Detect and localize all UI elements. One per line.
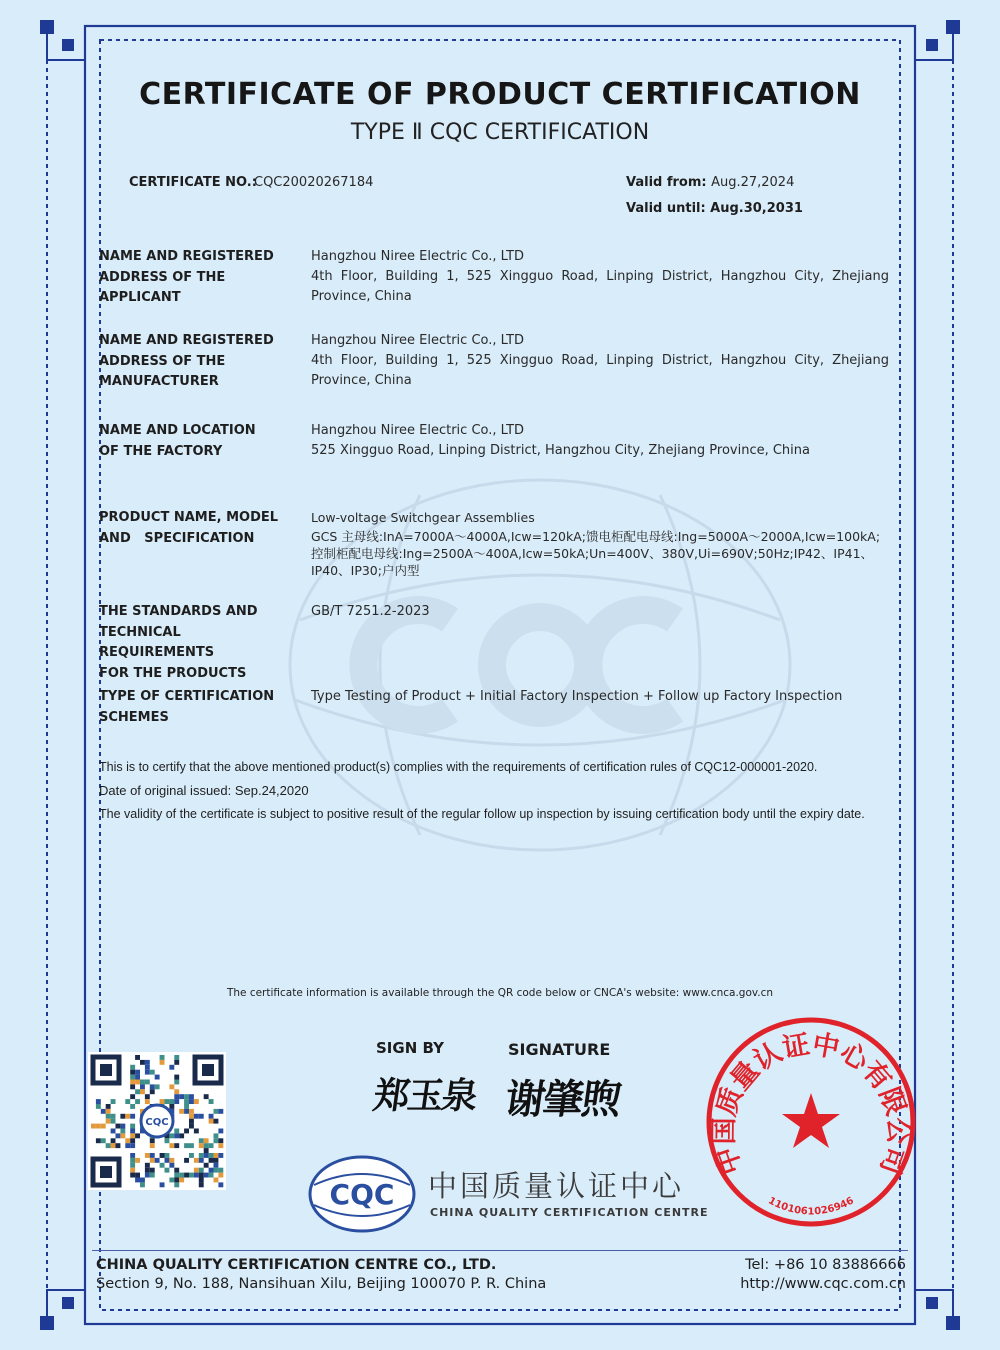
- applicant-label-line-1: NAME AND REGISTERED: [99, 249, 274, 264]
- qr-module: [204, 1173, 209, 1178]
- qr-module: [189, 1119, 194, 1124]
- qr-module: [209, 1168, 214, 1173]
- qr-module: [96, 1124, 101, 1129]
- qr-module: [174, 1055, 179, 1060]
- qr-module: [214, 1153, 219, 1158]
- qr-module: [111, 1143, 116, 1148]
- qr-module: [130, 1104, 135, 1109]
- qr-module: [120, 1124, 125, 1129]
- scheme-label-line-1: TYPE OF CERTIFICATION: [99, 689, 275, 704]
- qr-module: [169, 1143, 174, 1148]
- certificate-no-value: CQC20020267184: [254, 175, 374, 190]
- standards-label-line-3: FOR THE PRODUCTS: [99, 665, 247, 681]
- valid-until: [626, 199, 803, 220]
- qr-module: [160, 1099, 165, 1104]
- qr-module: [145, 1060, 150, 1065]
- seal-text: 中国质量认证中心有限公司: [708, 1029, 914, 1179]
- applicant-label: [99, 247, 299, 309]
- qr-module: [101, 1138, 106, 1143]
- qr-module: [135, 1158, 140, 1163]
- qr-module: [209, 1143, 214, 1148]
- qr-module: [184, 1143, 189, 1148]
- qr-module: [125, 1138, 130, 1143]
- qr-module: [189, 1173, 194, 1178]
- scheme-label-line-2: SCHEMES: [99, 709, 169, 725]
- qr-module: [174, 1173, 179, 1178]
- certify-statement: This is to certify that the above mentioned product(s) complies with the requirements of certification rules of CQC12-000001-2020.: [99, 760, 818, 774]
- qr-module: [116, 1124, 121, 1129]
- qr-module: [135, 1055, 140, 1060]
- qr-module: [194, 1168, 199, 1173]
- qr-module: [179, 1133, 184, 1138]
- qr-module: [204, 1163, 209, 1168]
- footer-address: Section 9, No. 188, Nansihuan Xilu, Beijing 100070 P. R. China: [96, 1276, 547, 1292]
- qr-module: [199, 1138, 204, 1143]
- qr-module: [160, 1055, 165, 1060]
- qr-module: [169, 1163, 174, 1168]
- qr-module: [189, 1124, 194, 1129]
- qr-module: [140, 1084, 145, 1089]
- qr-module: [125, 1114, 130, 1119]
- qr-module: [135, 1099, 140, 1104]
- qr-module: [218, 1109, 223, 1114]
- qr-module: [130, 1153, 135, 1158]
- qr-module: [189, 1153, 194, 1158]
- qr-module: [106, 1109, 111, 1114]
- qr-module: [165, 1138, 170, 1143]
- qr-module: [184, 1129, 189, 1134]
- qr-module: [218, 1182, 223, 1187]
- qr-module: [214, 1178, 219, 1183]
- qr-module: [130, 1143, 135, 1148]
- qr-module: [145, 1173, 150, 1178]
- standards-value: GB/T 7251.2-2023: [311, 604, 430, 619]
- footer-website[interactable]: http://www.cqc.com.cn: [740, 1276, 906, 1292]
- qr-module: [130, 1129, 135, 1134]
- seal-star-icon: [782, 1093, 840, 1148]
- qr-module: [218, 1168, 223, 1173]
- applicant-address: 4th Floor, Building 1, 525 Xingguo Road, Linping District, Hangzhou City, Zhejiang Province, China: [311, 269, 889, 304]
- manufacturer-label-line-3: MANUFACTURER: [99, 374, 219, 389]
- qr-module: [174, 1089, 179, 1094]
- qr-module: [165, 1099, 170, 1104]
- qr-module: [189, 1099, 194, 1104]
- qr-module: [145, 1099, 150, 1104]
- qr-module: [199, 1114, 204, 1119]
- qr-module: [91, 1124, 96, 1129]
- cqc-logo-icon: [308, 1155, 416, 1233]
- qr-module: [145, 1094, 150, 1099]
- qr-module: [130, 1168, 135, 1173]
- qr-module: [214, 1168, 219, 1173]
- qr-module: [145, 1168, 150, 1173]
- qr-module: [111, 1138, 116, 1143]
- standards-label: [99, 602, 299, 684]
- qr-module: [218, 1129, 223, 1134]
- product-label: [99, 508, 299, 549]
- qr-module: [135, 1089, 140, 1094]
- qr-module: [214, 1109, 219, 1114]
- qr-module: [174, 1168, 179, 1173]
- qr-module: [214, 1138, 219, 1143]
- qr-module: [150, 1153, 155, 1158]
- validity-statement: The validity of the certificate is subject to positive result of the regular follow up inspection by issuing certification body until the expiry date.: [99, 807, 865, 821]
- sign-by-label: SIGN BY: [376, 1039, 444, 1057]
- qr-module: [130, 1138, 135, 1143]
- logo-name-en: CHINA QUALITY CERTIFICATION CENTRE: [430, 1206, 709, 1219]
- qr-module: [106, 1119, 111, 1124]
- scheme-value: Type Testing of Product + Initial Factory Inspection + Follow up Factory Inspection: [311, 689, 843, 704]
- qr-module: [120, 1133, 125, 1138]
- qr-module: [135, 1133, 140, 1138]
- qr-module: [189, 1114, 194, 1119]
- factory-label-line-1: NAME AND LOCATION: [99, 423, 256, 438]
- qr-module: [199, 1173, 204, 1178]
- qr-module: [179, 1178, 184, 1183]
- factory-address: 525 Xingguo Road, Linping District, Hangzhou City, Zhejiang Province, China: [311, 443, 810, 458]
- qr-module: [174, 1080, 179, 1085]
- qr-module: [179, 1094, 184, 1099]
- qr-module: [145, 1153, 150, 1158]
- manufacturer-name: Hangzhou Niree Electric Co., LTD: [311, 333, 525, 348]
- qr-module: [130, 1163, 135, 1168]
- qr-module: [96, 1104, 101, 1109]
- qr-module: [209, 1158, 214, 1163]
- qr-module: [169, 1065, 174, 1070]
- qr-module: [199, 1168, 204, 1173]
- qr-module: [174, 1075, 179, 1080]
- qr-module: [160, 1182, 165, 1187]
- svg-text:1101061026946: [766, 1195, 856, 1217]
- qr-module: [209, 1099, 214, 1104]
- applicant-name: Hangzhou Niree Electric Co., LTD: [311, 249, 525, 264]
- qr-module: [130, 1084, 135, 1089]
- manufacturer-label-line-1: NAME AND REGISTERED: [99, 333, 274, 348]
- qr-module: [111, 1119, 116, 1124]
- qr-module: [209, 1114, 214, 1119]
- qr-module: [96, 1138, 101, 1143]
- valid-from-label: Valid from:: [626, 175, 707, 190]
- manufacturer-label-line-2: ADDRESS OF THE: [99, 353, 226, 369]
- qr-module: [150, 1084, 155, 1089]
- qr-module: [204, 1143, 209, 1148]
- qr-module: [189, 1143, 194, 1148]
- qr-module: [101, 1124, 106, 1129]
- qr-module: [130, 1075, 135, 1080]
- qr-module: [169, 1158, 174, 1163]
- qr-module: [145, 1163, 150, 1168]
- qr-module: [214, 1163, 219, 1168]
- product-label-line-2: AND SPECIFICATION: [99, 530, 255, 546]
- qr-module: [214, 1133, 219, 1138]
- qr-module: [140, 1182, 145, 1187]
- qr-module: [199, 1158, 204, 1163]
- qr-module: [130, 1080, 135, 1085]
- valid-until-value: Aug.30,2031: [710, 201, 803, 216]
- qr-module: [150, 1070, 155, 1075]
- qr-module: [130, 1173, 135, 1178]
- qr-module: [155, 1158, 160, 1163]
- qr-module: [194, 1158, 199, 1163]
- applicant-value: [311, 247, 889, 307]
- qr-module: [174, 1133, 179, 1138]
- qr-module: [189, 1094, 194, 1099]
- qr-module: [130, 1158, 135, 1163]
- qr-module: [160, 1163, 165, 1168]
- sign-by-handwriting: 郑玉泉: [370, 1075, 479, 1117]
- factory-value: [311, 421, 889, 461]
- factory-label-line-2: OF THE FACTORY: [99, 443, 223, 459]
- signature-label: SIGNATURE: [508, 1040, 611, 1059]
- qr-module: [209, 1173, 214, 1178]
- qr-module: [169, 1084, 174, 1089]
- manufacturer-address: 4th Floor, Building 1, 525 Xingguo Road, Linping District, Hangzhou City, Zhejiang Province, China: [311, 353, 889, 388]
- qr-module: [209, 1119, 214, 1124]
- footer-company: CHINA QUALITY CERTIFICATION CENTRE CO., LTD.: [96, 1257, 497, 1273]
- qr-module: [214, 1158, 219, 1163]
- standards-label-line-1: THE STANDARDS AND: [99, 604, 258, 619]
- qr-module: [125, 1099, 130, 1104]
- qr-module: [189, 1109, 194, 1114]
- qr-module: [194, 1099, 199, 1104]
- qr-module: [130, 1070, 135, 1075]
- qr-module: [218, 1143, 223, 1148]
- qr-module: [169, 1133, 174, 1138]
- qr-module: [130, 1114, 135, 1119]
- qr-module: [204, 1094, 209, 1099]
- qr-module: [106, 1143, 111, 1148]
- qr-module: [184, 1173, 189, 1178]
- qr-module: [111, 1129, 116, 1134]
- qr-module: [130, 1094, 135, 1099]
- qr-module: [155, 1075, 160, 1080]
- manufacturer-value: [311, 331, 889, 391]
- factory-name: Hangzhou Niree Electric Co., LTD: [311, 423, 525, 438]
- qr-module: [130, 1065, 135, 1070]
- product-value: [311, 508, 889, 579]
- qr-module: [199, 1178, 204, 1183]
- qr-module: [194, 1129, 199, 1134]
- qr-module: [106, 1104, 111, 1109]
- qr-module: [150, 1143, 155, 1148]
- qr-module: [150, 1138, 155, 1143]
- qr-module: [140, 1060, 145, 1065]
- qr-module: [135, 1070, 140, 1075]
- valid-from: [626, 173, 794, 194]
- qr-module: [194, 1114, 199, 1119]
- qr-module: [135, 1075, 140, 1080]
- qr-module: [204, 1138, 209, 1143]
- qr-module: [184, 1104, 189, 1109]
- seal-code: 1101061026946: [766, 1195, 856, 1218]
- applicant-label-line-2: ADDRESS OF THE APPLICANT: [99, 269, 226, 305]
- qr-module: [111, 1114, 116, 1119]
- qr-module: [169, 1178, 174, 1183]
- qr-module: [169, 1099, 174, 1104]
- footer-tel: Tel: +86 10 83886666: [745, 1257, 906, 1273]
- qr-module: [194, 1173, 199, 1178]
- qr-center-logo: CQC: [145, 1117, 169, 1128]
- valid-until-label: Valid until:: [626, 201, 706, 216]
- qr-module: [174, 1182, 179, 1187]
- qr-module: [145, 1080, 150, 1085]
- qr-module: [199, 1182, 204, 1187]
- cqc-logo-text: CQC: [329, 1178, 395, 1211]
- qr-module: [145, 1070, 150, 1075]
- certificate-subtitle: TYPE Ⅱ CQC CERTIFICATION: [350, 120, 650, 145]
- signature-handwriting: 谢肇煦: [502, 1076, 623, 1123]
- certificate-title: CERTIFICATE OF PRODUCT CERTIFICATION: [139, 77, 861, 112]
- qr-note: The certificate information is available through the QR code below or CNCA's website: www.cnca.gov.cn: [226, 987, 774, 999]
- footer-left: [96, 1256, 546, 1294]
- original-issued-date: Date of original issued: Sep.24,2020: [99, 783, 309, 798]
- qr-module: [218, 1138, 223, 1143]
- qr-module: [130, 1133, 135, 1138]
- qr-module: [150, 1168, 155, 1173]
- product-specification: GCS 主母线:InA=7000A～4000A,Icw=120kA;馈电柜配电母线:Ing=5000A～2000A,Icw=100kA;控制柜配电母线:Ing=2500A～400A,Icw=50kA;Un=400V、380V,Ui=690V;50Hz;IP42、IP41、IP40、IP30;户内型: [311, 529, 881, 578]
- qr-module: [174, 1094, 179, 1099]
- qr-module: [140, 1080, 145, 1085]
- logo-name-cn: 中国质量认证中心: [428, 1169, 685, 1203]
- qr-module: [145, 1065, 150, 1070]
- qr-module: [204, 1153, 209, 1158]
- qr-module: [140, 1178, 145, 1183]
- qr-module: [111, 1099, 116, 1104]
- qr-module: [199, 1143, 204, 1148]
- qr-module: [184, 1109, 189, 1114]
- qr-module: [106, 1114, 111, 1119]
- footer-divider: [92, 1250, 908, 1251]
- footer-right: [740, 1256, 906, 1294]
- product-name: Low-voltage Switchgear Assemblies: [311, 510, 535, 525]
- qr-module: [150, 1173, 155, 1178]
- qr-module: [135, 1080, 140, 1085]
- qr-module: [155, 1084, 160, 1089]
- qr-module: [165, 1153, 170, 1158]
- qr-module: [135, 1178, 140, 1183]
- qr-module: [150, 1089, 155, 1094]
- qr-module: [184, 1094, 189, 1099]
- qr-module: [116, 1143, 121, 1148]
- qr-module: [150, 1158, 155, 1163]
- qr-module: [174, 1178, 179, 1183]
- qr-module: [160, 1060, 165, 1065]
- qr-module: [160, 1153, 165, 1158]
- certificate-no-label: CERTIFICATE NO.:: [129, 175, 257, 190]
- qr-module: [179, 1173, 184, 1178]
- scheme-label: [99, 687, 299, 728]
- official-seal-icon: [704, 1015, 918, 1229]
- qr-module: [174, 1143, 179, 1148]
- qr-module: [209, 1153, 214, 1158]
- qr-module: [199, 1153, 204, 1158]
- qr-module: [218, 1153, 223, 1158]
- standards-label-line-2: TECHNICAL REQUIREMENTS: [99, 624, 215, 660]
- manufacturer-label: [99, 331, 299, 393]
- qr-module: [174, 1129, 179, 1134]
- factory-label: [99, 421, 299, 462]
- qr-module: [120, 1129, 125, 1134]
- qr-module: [140, 1089, 145, 1094]
- qr-module: [184, 1099, 189, 1104]
- qr-module: [174, 1060, 179, 1065]
- qr-module: [125, 1143, 130, 1148]
- qr-module: [218, 1173, 223, 1178]
- qr-module: [179, 1109, 184, 1114]
- product-label-line-1: PRODUCT NAME, MODEL: [99, 510, 279, 525]
- qr-module: [116, 1133, 121, 1138]
- qr-module: [165, 1168, 170, 1173]
- qr-module: [165, 1158, 170, 1163]
- qr-code-icon[interactable]: [88, 1052, 226, 1190]
- valid-from-value: Aug.27,2024: [711, 175, 795, 190]
- qr-module: [184, 1158, 189, 1163]
- qr-module: [120, 1114, 125, 1119]
- qr-module: [96, 1099, 101, 1104]
- qr-module: [214, 1119, 219, 1124]
- qr-module: [101, 1109, 106, 1114]
- qr-module: [169, 1104, 174, 1109]
- qr-module: [174, 1099, 179, 1104]
- qr-module: [135, 1173, 140, 1178]
- qr-module: [204, 1148, 209, 1153]
- qr-module: [130, 1124, 135, 1129]
